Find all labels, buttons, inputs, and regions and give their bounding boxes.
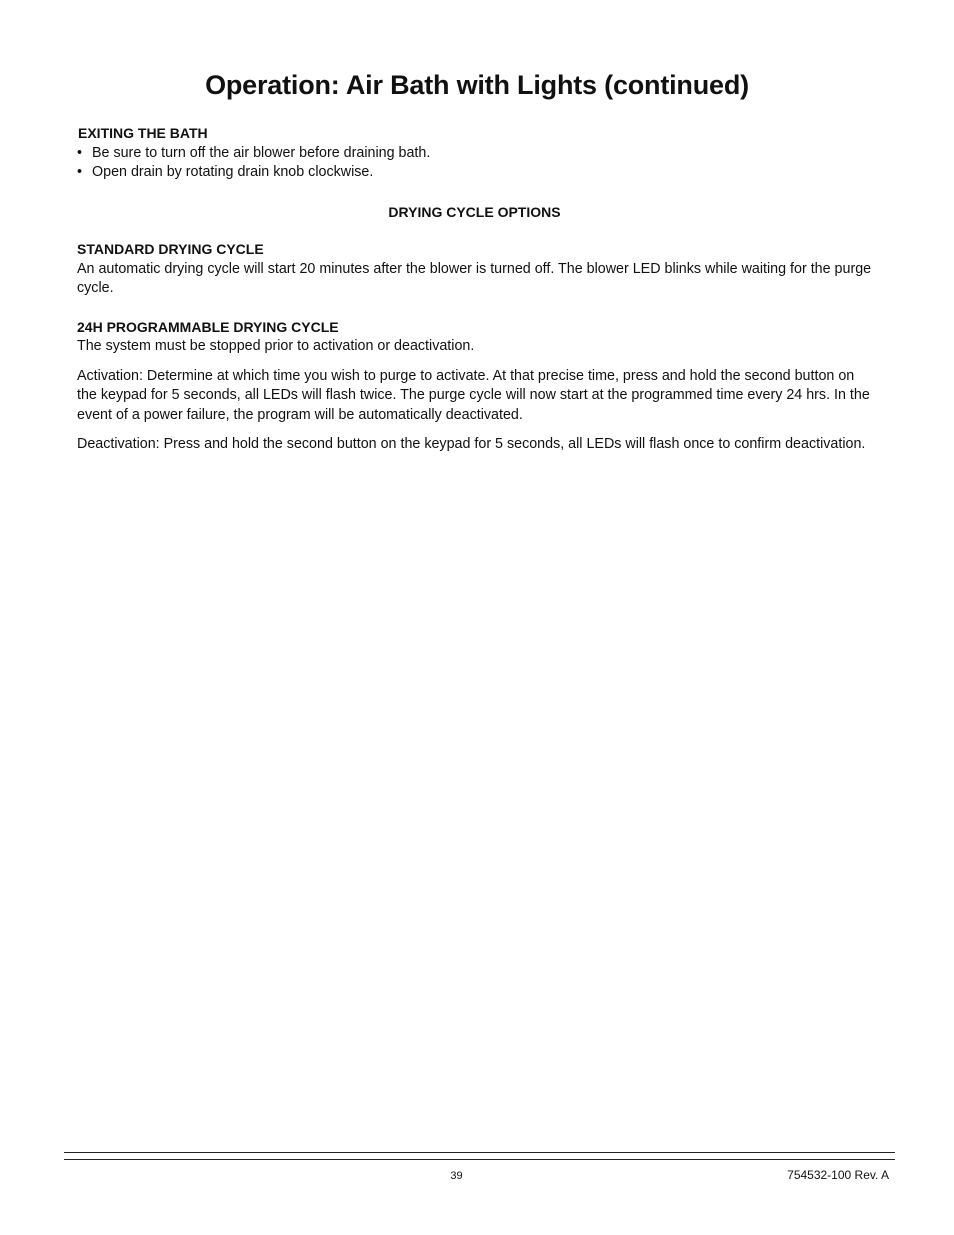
footer-divider-top — [64, 1152, 895, 1153]
standard-heading: STANDARD DRYING CYCLE — [77, 241, 264, 257]
deactivation-text: Deactivation: Press and hold the second button on the keypad for 5 seconds, all LEDs will flash once to confirm deactivation. — [77, 436, 866, 452]
exiting-list — [77, 144, 877, 183]
exiting-heading: EXITING THE BATH — [78, 125, 208, 141]
footer-divider-bottom — [64, 1159, 895, 1160]
activation-text: Activation: Determine at which time you wish to purge to activate. At that precise time, press and hold the second button on the keypad for 5 seconds, all LEDs will flash twice. The purge cycle will now start at the programmed time every 24 hrs. In the event of a power failure, the program will be automatically deactivated. — [77, 367, 870, 423]
standard-text: An automatic drying cycle will start 20 minutes after the blower is turned off. The blower LED blinks while waiting for the purge cycle. — [77, 260, 872, 296]
bullet-icon: • — [77, 144, 83, 161]
drying-options-heading: DRYING CYCLE OPTIONS — [388, 203, 561, 220]
list-item-text: Be sure to turn off the air blower before draining bath. — [92, 144, 431, 161]
page-content — [77, 124, 877, 455]
list-item-text: Open drain by rotating drain knob clockwise. — [92, 164, 374, 180]
list-item — [77, 144, 877, 164]
programmable-intro: The system must be stopped prior to activation or deactivation. — [77, 338, 475, 354]
page-title: Operation: Air Bath with Lights (continued) — [205, 70, 749, 100]
page-number: 39 — [450, 1170, 463, 1182]
document-id: 754532-100 Rev. A — [787, 1168, 889, 1182]
programmable-heading: 24H PROGRAMMABLE DRYING CYCLE — [77, 318, 339, 335]
bullet-icon: • — [77, 164, 83, 180]
list-item — [77, 163, 877, 183]
